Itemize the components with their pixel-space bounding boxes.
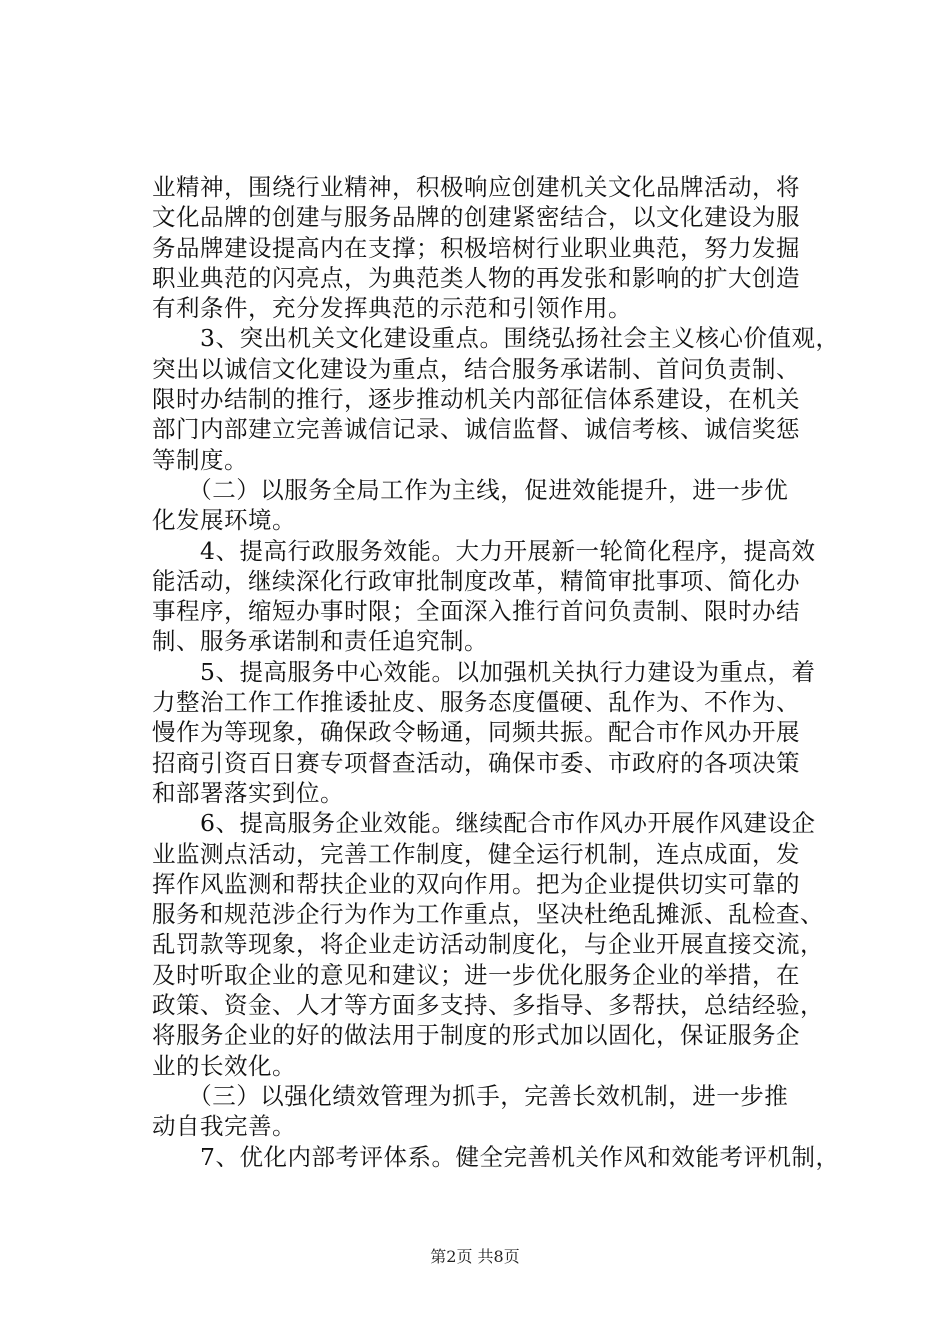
text-line: 业精神，围绕行业精神，积极响应创建机关文化品牌活动，将 [152,173,800,201]
text-line: 限时办结制的推行，逐步推动机关内部征信体系建设，在机关 [152,385,800,414]
text-line: 5、提高服务中心效能。以加强机关执行力建设为重点，着 [152,657,816,686]
text-line: 制、服务承诺制和责任追究制。 [152,627,488,656]
text-line: 等制度。 [152,445,248,474]
text-line: 及时听取企业的意见和建议；进一步优化服务企业的举措，在 [152,960,800,989]
text-line: 职业典范的闪亮点，为典范类人物的再发张和影响的扩大创造 [152,263,800,292]
text-line: 文化品牌的创建与服务品牌的创建紧密结合，以文化建设为服 [152,203,800,232]
text-line: 事程序，缩短办事时限；全面深入推行首问负责制、限时办结 [152,597,800,626]
text-line: 业的长效化。 [152,1051,296,1080]
text-line: 6、提高服务企业效能。继续配合市作风办开展作风建设企 [152,809,816,838]
text-line: 将服务企业的好的做法用于制度的形式加以固化，保证服务企 [152,1021,800,1050]
page-number-label: 第2页 共8页 [430,1247,520,1266]
text-line: 乱罚款等现象，将企业走访活动制度化，与企业开展直接交流， [152,930,824,959]
text-line: 慢作为等现象，确保政令畅通，同频共振。配合市作风办开展 [152,718,800,747]
text-line: 4、提高行政服务效能。大力开展新一轮简化程序，提高效 [152,536,816,565]
text-line: 7、优化内部考评体系。健全完善机关作风和效能考评机制， [152,1142,840,1171]
text-line: 政策、资金、人才等方面多支持、多指导、多帮扶，总结经验， [152,991,824,1020]
text-line: 和部署落实到位。 [152,778,344,807]
text-line: 部门内部建立完善诚信记录、诚信监督、诚信考核、诚信奖惩 [152,415,800,444]
text-line: 务品牌建设提高内在支撑；积极培树行业职业典范，努力发掘 [152,233,800,262]
text-line: 化发展环境。 [152,506,296,535]
text-line: 力整治工作工作推诿扯皮、服务态度僵硬、乱作为、不作为、 [152,688,800,717]
text-line: 能活动，继续深化行政审批制度改革，精简审批事项、简化办 [152,566,800,595]
body-text [152,172,840,1172]
text-line: 动自我完善。 [152,1112,296,1141]
text-line: 突出以诚信文化建设为重点，结合服务承诺制、首问负责制、 [152,354,800,383]
text-line: 有利条件，充分发挥典范的示范和引领作用。 [152,294,632,323]
text-line: 业监测点活动，完善工作制度，健全运行机制，连点成面，发 [152,839,800,868]
text-line: 挥作风监测和帮扶企业的双向作用。把为企业提供切实可靠的 [152,869,800,898]
text-line: 服务和规范涉企行为作为工作重点，坚决杜绝乱摊派、乱检查、 [152,900,824,929]
text-line: 3、突出机关文化建设重点。围绕弘扬社会主义核心价值观， [152,324,840,353]
text-line: （三）以强化绩效管理为抓手，完善长效机制，进一步推 [152,1081,789,1110]
text-line: 招商引资百日赛专项督查活动，确保市委、市政府的各项决策 [152,748,800,777]
page-footer [0,1247,950,1267]
text-line: （二）以服务全局工作为主线，促进效能提升，进一步优 [152,475,789,504]
